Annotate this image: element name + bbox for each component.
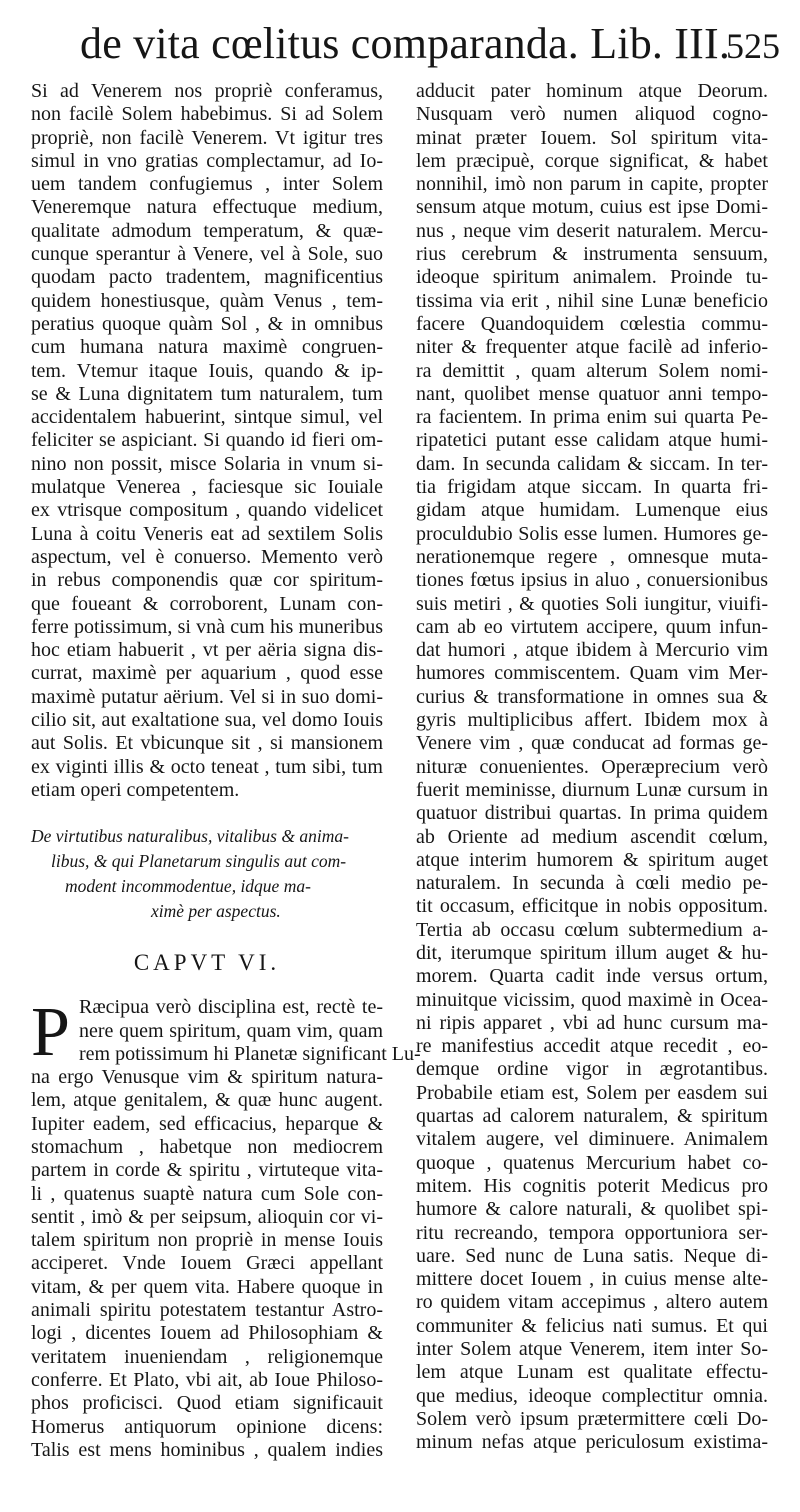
text-line: quodam pacto tradentem, magnificentius — [31, 266, 383, 289]
text-line: re manifestius accedit atque recedit , eo- — [416, 1035, 768, 1058]
text-line: libus, & qui Planetarum singulis aut com- — [51, 851, 347, 872]
text-line: ra facientem. In prima enim sui quarta Pe- — [416, 406, 768, 429]
text-line: ritu recreando, tempora opportuniora ser- — [416, 1221, 768, 1244]
chapter-title: CAPVT VI. — [133, 950, 281, 976]
page-number: 525 — [726, 26, 780, 66]
text-line: feliciter se aspiciant. Si quando id fieri om- — [31, 429, 383, 452]
text-line: quidem honestiusque, quàm Venus , tem- — [31, 289, 383, 312]
text-line: tit occasum, efficitque in nobis oppositum. — [416, 895, 768, 918]
text-line: Iupiter eadem, sed efficacius, heparque & — [31, 1112, 383, 1135]
text-line: gidam atque humidam. Lumenque eius — [416, 499, 768, 522]
text-line: vitam, & per quem vita. Habere quoque in — [31, 1275, 383, 1298]
text-line: que medius, ideoque complectitur omnia. — [416, 1384, 768, 1407]
text-line: quartas ad calorem naturalem, & spiritum — [416, 1105, 768, 1128]
text-line: fuerit meminisse, diurnum Lunæ cursum in — [416, 778, 768, 801]
text-line: nant, quolibet mense quatuor anni tempo- — [416, 382, 768, 405]
text-line: acciperet. Vnde Iouem Græci appellant — [31, 1252, 383, 1275]
text-line: morem. Quarta cadit inde versus ortum, — [416, 965, 768, 988]
text-line: phos proficisci. Quod etiam significauit — [31, 1392, 383, 1415]
text-line: tiones fœtus ipsius in aluo , conuersionibus — [416, 569, 768, 592]
text-line: Solem verò ipsum prætermittere cœli Do- — [416, 1407, 768, 1430]
text-line: Tertia ab occasu cœlum subtermedium a- — [416, 918, 768, 941]
text-line: non facilè Solem habebimus. Si ad Solem — [31, 103, 383, 126]
text-line: nituræ conuenientes. Operæprecium verò — [416, 755, 768, 778]
text-line: aut Solis. Et vbicunque sit , si mansionem — [31, 732, 383, 755]
text-line: accidentalem habuerint, sintque simul, vel — [31, 406, 383, 429]
text-line: De virtutibus naturalibus, vitalibus & anima- — [31, 826, 349, 847]
text-line: propriè, non facilè Venerem. Vt igitur tres — [31, 126, 383, 149]
text-line: aspectum, vel è conuerso. Memento verò — [31, 545, 383, 568]
text-line: partem in corde & spiritu , virtuteque vita- — [31, 1159, 383, 1182]
text-line: gyris multiplicibus affert. Ibidem mox à — [416, 709, 768, 732]
text-line: hoc etiam habuerit , vt per aëria signa dis- — [31, 639, 383, 662]
text-line: minum nefas atque periculosum existima- — [416, 1431, 768, 1454]
text-line: lem præcipuè, corque significat, & habet — [416, 149, 768, 172]
right-column — [416, 80, 768, 1455]
chapter-opening-paragraph — [31, 994, 421, 1462]
text-line: suis metiri , & quoties Soli iungitur, viuifi- — [416, 592, 768, 615]
text-line: modent incommodentue, idque ma- — [65, 876, 311, 897]
text-line: demque ordine vigor in ægrotantibus. — [416, 1058, 768, 1081]
text-line: quatuor distribui quartas. In prima quidem — [416, 802, 768, 825]
text-line: quoque , quatenus Mercurium habet co- — [416, 1151, 768, 1174]
text-line: logi , dicentes Iouem ad Philosophiam & — [31, 1322, 383, 1345]
text-line: cam ab eo virtutem accipere, quum infun- — [416, 615, 768, 638]
text-line: tem. Vtemur itaque Iouis, quando & ip- — [31, 359, 383, 382]
text-line: simul in vno gratias complectamur, ad Io- — [31, 149, 383, 172]
text-line: ab Oriente ad medium ascendit cœlum, — [416, 825, 768, 848]
text-line: cilio sit, aut exaltatione sua, vel domo Iouis — [31, 709, 383, 732]
text-line: qualitate admodum temperatum, & quæ- — [31, 219, 383, 242]
text-line: Luna à coitu Veneris eat ad sextilem Solis — [31, 522, 383, 545]
chapter-summary — [31, 824, 383, 924]
text-line: nonnihil, imò non parum in capite, propter — [416, 173, 768, 196]
text-line: nerationemque regere , omnesque muta- — [416, 545, 768, 568]
text-line: veritatem inueniendam , religionemque — [31, 1345, 383, 1368]
text-line: stomachum , habetque non mediocrem — [31, 1135, 383, 1158]
text-line: uare. Sed nunc de Luna satis. Neque di- — [416, 1244, 768, 1267]
drop-cap: P — [31, 994, 70, 1072]
text-line: dam. In secunda calidam & siccam. In ter- — [416, 452, 768, 475]
text-line: ro quidem vitam accepimus , altero autem — [416, 1291, 768, 1314]
text-line: Probabile etiam est, Solem per easdem sui — [416, 1081, 768, 1104]
text-line: etiam operi competentem. — [31, 778, 240, 801]
text-line: humore & calore naturali, & quolibet spi- — [416, 1198, 768, 1221]
text-line: sentit , imò & per seipsum, alioquin cor vi- — [31, 1205, 383, 1228]
text-line: ideoque spiritum animalem. Proinde tu- — [416, 266, 768, 289]
text-line: in rebus componendis quæ cor spiritum- — [31, 569, 383, 592]
text-line: communiter & felicius nati sumus. Et qui — [416, 1314, 768, 1337]
text-line: niter & frequenter atque facilè ad inferio- — [416, 336, 768, 359]
text-line: ni ripis apparet , vbi ad hunc cursum ma- — [416, 1011, 768, 1034]
text-line: rius cerebrum & instrumenta sensuum, — [416, 243, 768, 266]
text-line: cunque sperantur à Venere, vel à Sole, suo — [31, 243, 383, 266]
text-line: cum humana natura maximè congruen- — [31, 336, 383, 359]
text-line: humores commiscentem. Quam vim Mer- — [416, 662, 768, 685]
text-line: nus , neque vim deserit naturalem. Mercu- — [416, 219, 768, 242]
text-line: que foueant & corroborent, Lunam con- — [31, 592, 383, 615]
text-line: ferre potissimum, si vnà cum his muneribus — [31, 615, 383, 638]
text-line: tissima via erit , nihil sine Lunæ beneficio — [416, 289, 768, 312]
text-line: peratius quoque quàm Sol , & in omnibus — [31, 312, 383, 335]
text-line: currat, maximè per aquarium , quod esse — [31, 662, 383, 685]
text-line: Veneremque natura effectuque medium, — [31, 196, 383, 219]
text-line: mittere docet Iouem , in cuius mense alte- — [416, 1268, 768, 1291]
text-line: adducit pater hominum atque Deorum. — [416, 80, 768, 102]
text-line: minat præter Iouem. Sol spiritum vita- — [416, 126, 768, 149]
text-line: minuitque vicissim, quod maximè in Ocea- — [416, 988, 768, 1011]
text-line: ex vtrisque compositum , quando videlicet — [31, 499, 383, 522]
text-line: sensum atque motum, cuius est ipse Domi- — [416, 196, 768, 219]
text-line: mulatque Venerea , faciesque sic Iouiale — [31, 476, 383, 499]
text-line: ripatetici putant esse calidam atque humi- — [416, 429, 768, 452]
running-head — [0, 14, 800, 74]
text-line: ex viginti illis & octo teneat , tum sibi, tum — [31, 755, 383, 778]
text-line: curius & transformatione in omnes sua & — [416, 685, 768, 708]
text-line: maximè putatur aërium. Vel si in suo domi- — [31, 685, 383, 708]
text-line: ximè per aspectus. — [151, 901, 281, 922]
text-line: lem, atque genitalem, & quæ hunc augent. — [31, 1089, 383, 1112]
text-line: mitem. His cognitis poterit Medicus pro — [416, 1174, 768, 1197]
text-line: lem atque Lunam est qualitate effectu- — [416, 1361, 768, 1384]
text-line: uem tandem confugiemus , inter Solem — [31, 173, 383, 196]
text-line: inter Solem atque Venerem, item inter So- — [416, 1338, 768, 1361]
text-line: vitalem augere, vel diminuere. Animalem — [416, 1128, 768, 1151]
text-line: nere quem spiritum, quam vim, quam — [79, 1019, 383, 1042]
text-line: naturalem. In secunda à cœli medio pe- — [416, 872, 768, 895]
text-line: dat humori , atque ibidem à Mercurio vim — [416, 639, 768, 662]
text-line: talem spiritum non propriè in mense Iouis — [31, 1229, 383, 1252]
text-line: conferre. Et Plato, vbi ait, ab Ioue Philoso- — [31, 1368, 383, 1391]
text-line: facere Quandoquidem cœlestia commu- — [416, 312, 768, 335]
text-line: Homerus antiquorum opinione dicens: — [31, 1415, 383, 1438]
text-line: Talis est mens hominibus , qualem indies — [31, 1438, 383, 1461]
text-line: rem potissimum hi Planetæ significant Lu- — [79, 1042, 421, 1065]
text-line: Nusquam verò numen aliquod cogno- — [416, 103, 768, 126]
text-line: tia frigidam atque siccam. In quarta fri- — [416, 476, 768, 499]
text-line: Venere vim , quæ conducat ad formas ge- — [416, 732, 768, 755]
paragraph-continued — [31, 80, 383, 802]
text-line: Ræcipua verò disciplina est, rectè te- — [79, 996, 383, 1019]
text-line: proculdubio Solis esse lumen. Humores ge- — [416, 522, 768, 545]
text-line: nino non possit, misce Solaria in vnum si- — [31, 452, 383, 475]
text-line: na ergo Venusque vim & spiritum natura- — [31, 1066, 383, 1089]
text-line: animali spiritu potestatem testantur Astro- — [31, 1299, 383, 1322]
text-line: atque interim humorem & spiritum auget — [416, 848, 768, 871]
text-line: li , quatenus suaptè natura cum Sole con- — [31, 1182, 383, 1205]
text-line: ra demittit , quam alterum Solem nomi- — [416, 359, 768, 382]
text-line: Si ad Venerem nos propriè conferamus, — [31, 80, 383, 102]
text-line: dit, iterumque spiritum illum auget & hu- — [416, 941, 768, 964]
running-title: de vita cœlitus comparanda. Lib. III. — [80, 19, 731, 68]
left-column — [31, 80, 421, 1462]
text-line: se & Luna dignitatem tum naturalem, tum — [31, 382, 383, 405]
